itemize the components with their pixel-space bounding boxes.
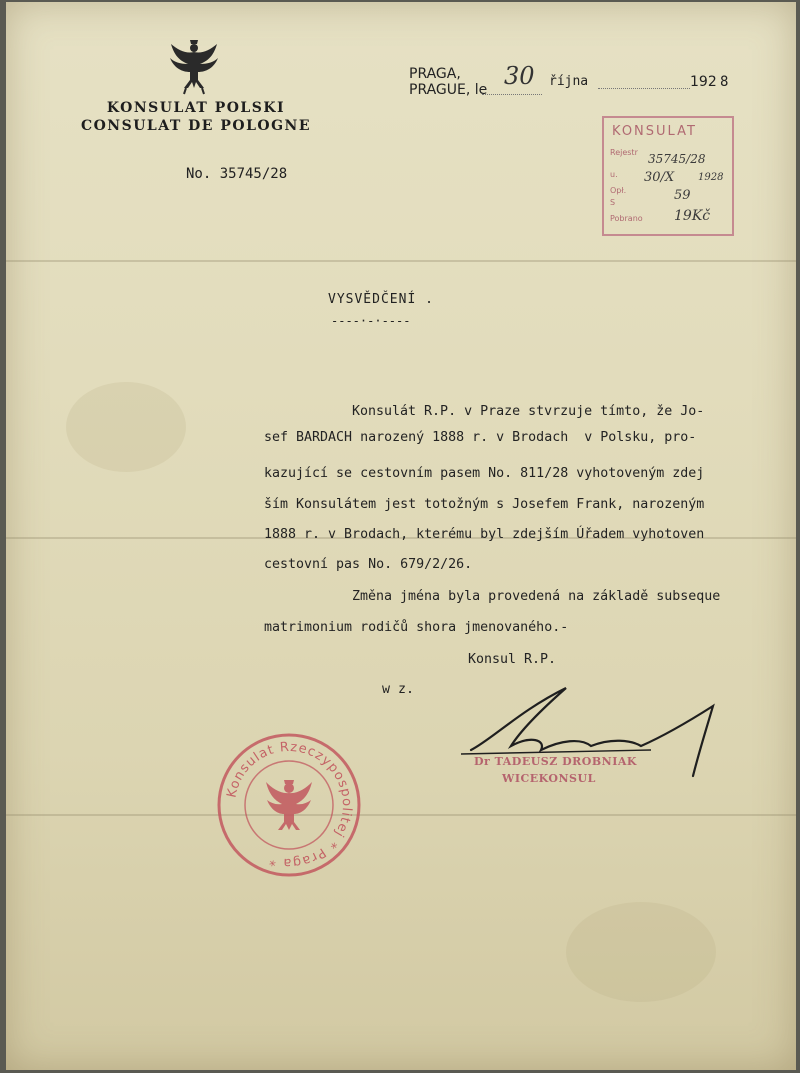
fee-stamp-label: Pobrano [610, 214, 643, 223]
fee-stamp-label: Rejestr [610, 148, 638, 157]
fee-stamp-entry: 1928 [698, 172, 724, 183]
day-line [482, 94, 542, 95]
place-praga: PRAGA, [409, 66, 461, 82]
body-line: cestovní pas No. 679/2/26. [264, 557, 473, 572]
date-month: října [549, 74, 589, 89]
paper-fold [6, 814, 796, 816]
body-line: 1888 r. v Brodach, kterému byl zdejším Úřadem vyhotoven [264, 527, 705, 542]
body-line: matrimonium rodičů shora jmenovaného.- [264, 620, 569, 635]
paper-fold [6, 260, 796, 262]
seal-eagle-icon [266, 780, 312, 830]
fee-stamp-label: S [610, 198, 616, 207]
body-line: Konsul R.P. [468, 652, 557, 667]
fee-stamp-entry: 19Kč [674, 208, 711, 224]
signatory-name: Dr TADEUSZ DROBNIAK [474, 755, 637, 768]
consulate-name-polish: KONSULAT POLSKI [106, 100, 286, 116]
fee-stamp [602, 116, 734, 236]
body-line: Změna jména byla provedená na základě subseque [352, 589, 721, 604]
consulate-name-french: CONSULAT DE POLOGNE [80, 118, 312, 134]
fee-stamp-label: Opł. [610, 186, 627, 195]
stain [66, 382, 186, 472]
consulate-seal [214, 730, 364, 880]
body-line: Konsulát R.P. v Praze stvrzuje tímto, že Jo- [352, 404, 705, 419]
date-day: 30 [504, 62, 535, 90]
body-line: ším Konsulátem jest totožným s Josefem Frank, narozeným [264, 497, 705, 512]
fee-stamp-title: KONSULAT [612, 124, 697, 139]
fee-stamp-entry: 35745/28 [648, 152, 706, 166]
fee-stamp-entry: 30/X [644, 170, 675, 185]
heading-underline: ----·-·---- [331, 314, 411, 328]
fee-stamp-entry: 59 [674, 188, 691, 203]
document-heading: VYSVĚDČENÍ . [328, 292, 434, 307]
date-year-digit: 8 [720, 74, 729, 90]
signatory-title: WICEKONSUL [502, 772, 596, 785]
body-line: sef BARDACH narozený 1888 r. v Brodach v Polsku, pro- [264, 430, 697, 445]
polish-eagle-icon [168, 36, 220, 98]
body-line: kazující se cestovním pasem No. 811/28 vyhotoveným zdej [264, 466, 705, 481]
place-prague: PRAGUE, le [409, 82, 488, 98]
date-year-prefix: 192 [690, 74, 717, 90]
seal-ring-text: Konsulat Rzeczypospolitej * Praga * [224, 739, 355, 871]
fee-stamp-label: u. [610, 170, 618, 179]
month-line [598, 88, 690, 89]
reference-number: No. 35745/28 [186, 166, 288, 182]
document-page [6, 2, 796, 1070]
stain [566, 902, 716, 1002]
body-line: w z. [382, 682, 415, 697]
